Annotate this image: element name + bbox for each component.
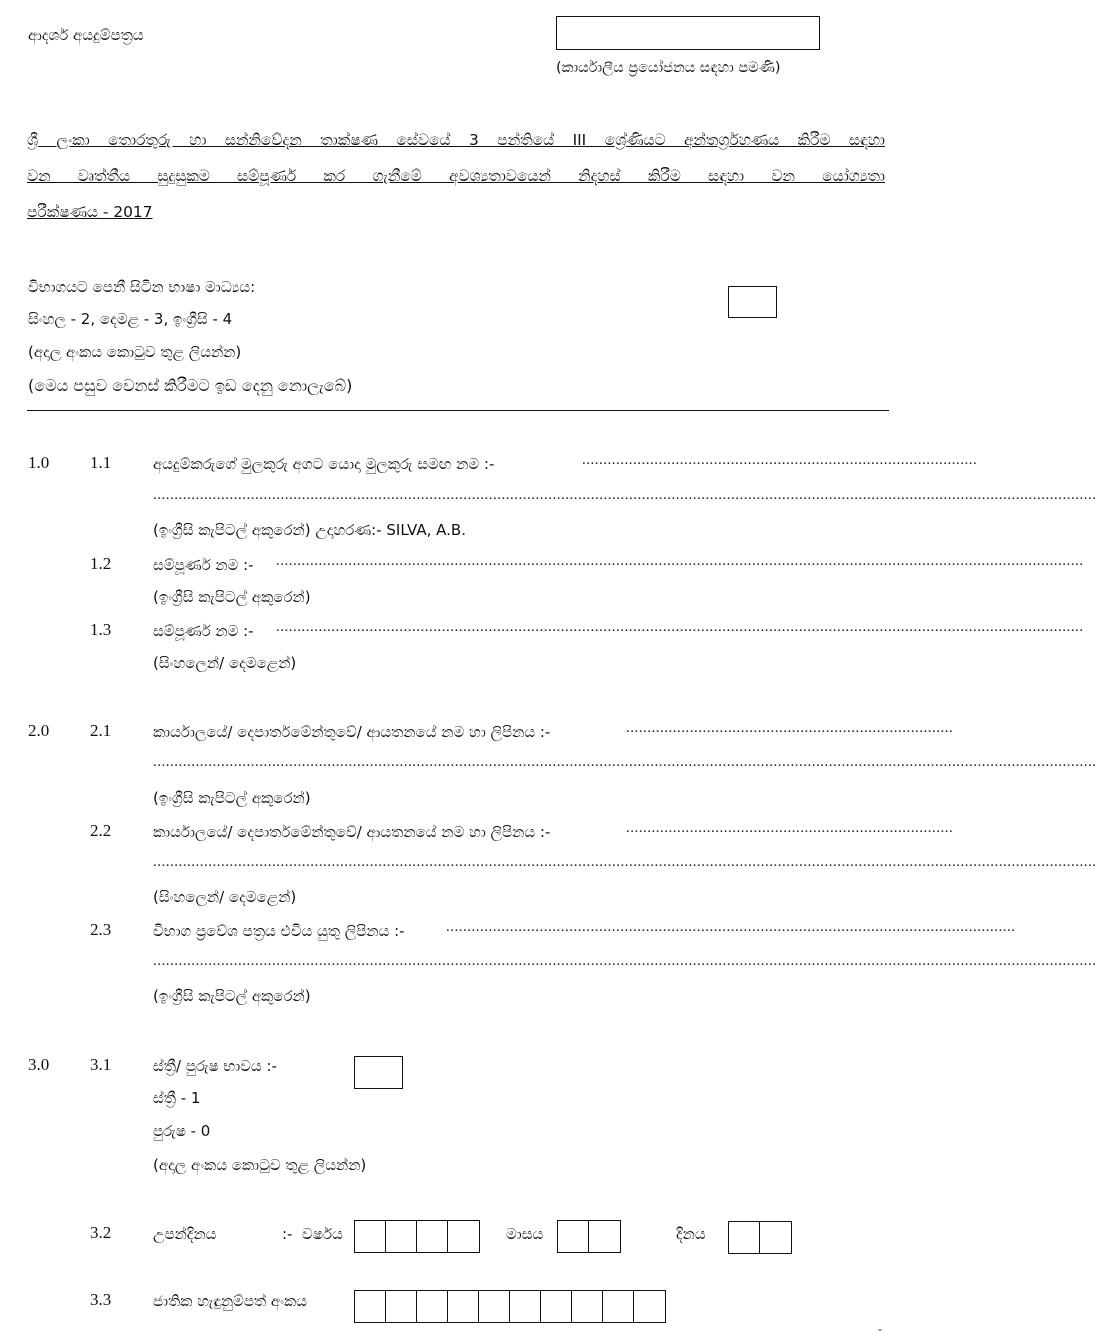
answer-line-2-1b[interactable]: .............................................................................................................................................................................................................................. [153, 754, 1097, 770]
exam-title-line-1: ශ්‍රී ලංකා තොරතුරු හා සන්නිවේදන තාක්ෂණ සේවයේ 3 පන්තියේ III ශ්‍රේණියට අන්තර්ග්‍රහණය කිරීම සඳහා [27, 131, 885, 149]
nic-digit-cell[interactable] [603, 1291, 634, 1322]
office-use-label: (කාර්යාලීය ප්‍රයෝජනය සඳහා පමණි) [556, 60, 781, 76]
section-divider [27, 410, 889, 411]
question-number-2-2: 2.2 [90, 821, 112, 840]
year-label: වර්ෂය [302, 1225, 343, 1243]
answer-line-2-3b[interactable]: .............................................................................................................................................................................................................................. [153, 953, 1097, 969]
question-number-3-1: 3.1 [90, 1055, 112, 1074]
page-mark: - [878, 1322, 882, 1336]
month-digit-cell[interactable] [558, 1221, 589, 1252]
month-label: මාසය [506, 1225, 544, 1243]
year-digit-cell[interactable] [386, 1221, 417, 1252]
nic-digit-cell[interactable] [479, 1291, 510, 1322]
nic-number-input[interactable] [354, 1290, 666, 1323]
gender-option-male: පුරුෂ - 0 [153, 1122, 211, 1140]
nic-digit-cell[interactable] [417, 1291, 448, 1322]
question-label-1-3: සම්පූර්ණ නම :- [153, 622, 254, 640]
question-number-1-1: 1.1 [90, 453, 112, 472]
question-number-2-3: 2.3 [90, 920, 112, 939]
medium-code-box[interactable] [728, 286, 777, 318]
nic-digit-cell[interactable] [510, 1291, 541, 1322]
question-number-1-3: 1.3 [90, 620, 112, 639]
answer-line-2-2a[interactable]: ............................................................................. [626, 820, 954, 836]
day-input[interactable] [728, 1221, 792, 1254]
question-label-3-2: උපන්දිනය [153, 1225, 217, 1243]
month-digit-cell[interactable] [589, 1221, 620, 1252]
hint-2-2: (සිංහලෙන්/ දෙමළෙන්) [153, 888, 297, 906]
year-digit-cell[interactable] [355, 1221, 386, 1252]
question-label-3-1: ස්ත්‍රී/ පුරුෂ භාවය :- [153, 1057, 277, 1075]
answer-line-1-1b[interactable]: .............................................................................................................................................................................................................................. [153, 487, 1097, 503]
birthdate-colon: :- [282, 1225, 293, 1243]
gender-option-female: ස්ත්‍රී - 1 [153, 1089, 201, 1107]
hint-1-3: (සිංහලෙන්/ දෙමළෙන්) [153, 654, 297, 672]
question-label-1-2: සම්පූර්ණ නම :- [153, 556, 254, 574]
answer-line-1-1a[interactable]: ............................................................................................. [582, 452, 978, 468]
question-label-2-3: විභාග ප්‍රවේශ පත්‍රය එවිය යුතු ලිපිනය :- [153, 922, 405, 940]
day-label: දිනය [676, 1225, 706, 1243]
exam-title-line-3: පරීක්ෂණය - 2017 [27, 203, 153, 221]
question-number-1-2: 1.2 [90, 554, 112, 573]
medium-label: විභාගයට පෙනී සිටින භාෂා මාධ්‍යය: [28, 278, 256, 296]
section-number-2: 2.0 [28, 721, 50, 740]
section-number-3: 3.0 [28, 1055, 50, 1074]
answer-line-1-2[interactable]: .............................................................................................................................................................................................. [276, 553, 1084, 569]
nic-digit-cell[interactable] [572, 1291, 603, 1322]
answer-line-2-1a[interactable]: ............................................................................. [626, 720, 954, 736]
question-label-2-1: කාර්යාලයේ/ දෙපාර්තමේන්තුවේ/ ආයතනයේ නම හා ලිපිනය :- [153, 723, 551, 741]
answer-line-2-3a[interactable]: ...................................................................................................................................... [446, 919, 1016, 935]
nic-digit-cell[interactable] [448, 1291, 479, 1322]
day-digit-cell[interactable] [760, 1222, 791, 1253]
medium-options: සිංහල - 2, දෙමළ - 3, ඉංග්‍රීසි - 4 [28, 310, 233, 328]
question-number-2-1: 2.1 [90, 721, 112, 740]
answer-line-1-3[interactable]: .............................................................................................................................................................................................. [276, 619, 1084, 635]
section-number-1: 1.0 [28, 453, 50, 472]
form-name: ආදර්ශ අයදුම්පත්‍රය [28, 26, 144, 44]
office-use-box[interactable] [556, 16, 820, 50]
gender-instruction: (අදාල අංකය කොටුව තුළ ලියන්න) [153, 1156, 367, 1174]
nic-digit-cell[interactable] [355, 1291, 386, 1322]
gender-code-box[interactable] [354, 1056, 403, 1089]
hint-1-1: (ඉංග්‍රීසි කැපිටල් අකුරෙන්) උදාහරණ:- SILVA, A.B. [153, 521, 466, 539]
answer-line-2-2b[interactable]: .............................................................................................................................................................................................................................. [153, 854, 1097, 870]
year-digit-cell[interactable] [417, 1221, 448, 1252]
medium-instruction: (අදාල අංකය කොටුව තුළ ලියන්න) [28, 343, 242, 361]
year-input[interactable] [354, 1220, 480, 1253]
question-label-1-1: අයදුම්කරුගේ මුලකුරු අගට යොදා මුලකුරු සමඟ නම :- [153, 455, 495, 473]
month-input[interactable] [557, 1220, 621, 1253]
medium-note: (මෙය පසුව වෙනස් කිරීමට ඉඩ දෙනු නොලැබේ) [28, 376, 353, 395]
hint-2-3: (ඉංග්‍රීසි කැපිටල් අකුරෙන්) [153, 987, 311, 1005]
question-label-3-3: ජාතික හැඳුනුම්පත් අංකය [153, 1292, 307, 1310]
nic-digit-cell[interactable] [541, 1291, 572, 1322]
question-number-3-2: 3.2 [90, 1223, 112, 1242]
day-digit-cell[interactable] [729, 1222, 760, 1253]
year-digit-cell[interactable] [448, 1221, 479, 1252]
question-number-3-3: 3.3 [90, 1290, 112, 1309]
nic-digit-cell[interactable] [634, 1291, 665, 1322]
exam-title-line-2: වන වෘත්තීය සුදුසුකම සම්පූර්ණ කර ගැනීමේ අවශ්‍යතාවයෙන් නිදහස් කිරීම සඳහා වන යෝග්‍යතා [27, 167, 885, 185]
hint-2-1: (ඉංග්‍රීසි කැපිටල් අකුරෙන්) [153, 789, 311, 807]
question-label-2-2: කාර්යාලයේ/ දෙපාර්තමේන්තුවේ/ ආයතනයේ නම හා ලිපිනය :- [153, 823, 551, 841]
nic-digit-cell[interactable] [386, 1291, 417, 1322]
hint-1-2: (ඉංග්‍රීසි කැපිටල් අකුරෙන්) [153, 588, 311, 606]
